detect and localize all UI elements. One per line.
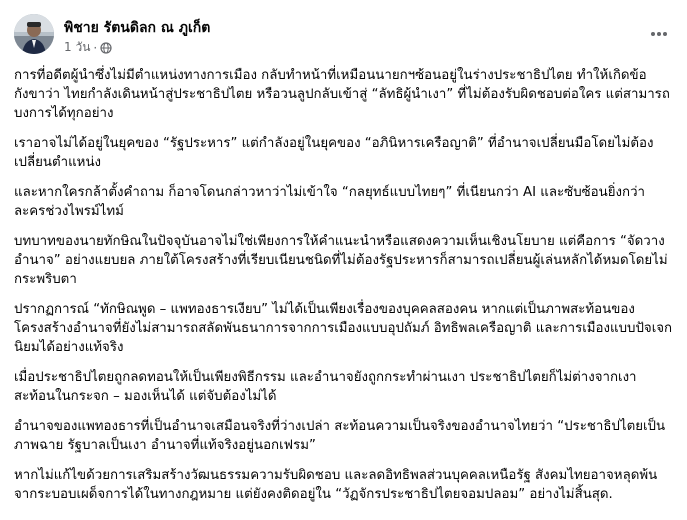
more-options-button[interactable] (645, 20, 673, 48)
post-timestamp[interactable]: 1 วัน (64, 40, 91, 54)
post-paragraph-5: ปรากฏการณ์ “ทักษิณพูด – แพทองธารเงียบ” ไม่ได้เป็นเพียงเรื่องของบุคคลสองคน หากแต่เป็นภาพสะท้อนของโครงสร้างอำนาจที่ยังไม่สามารถสลัดพันธนาการจากการเมืองแบบอุปถัมภ์ อิทธิพลเครือญาติ และการเมืองแบบปัจเจกนิยมได้อย่างแท้จริง (14, 302, 673, 355)
post-meta (64, 38, 112, 57)
post-body (14, 66, 675, 515)
globe-icon[interactable] (100, 42, 112, 54)
author-name[interactable]: พิชาย รัตนดิลก ณ ภูเก็ต (64, 20, 211, 36)
post-paragraph-8: หากไม่แก้ไขด้วยการเสริมสร้างวัฒนธรรมความรับผิดชอบ และลดอิทธิพลส่วนบุคคลเหนือรัฐ สังคมไทยอาจหลุดพ้นจากระบอบเผด็จการได้ในทางกฎหมาย แต่ยังคงติดอยู่ใน “วัฏจักรประชาธิปไตยจอมปลอม” อย่างไม่สิ้นสุด. (14, 468, 658, 502)
author-avatar[interactable] (14, 14, 54, 54)
post-paragraph-4: บทบาทของนายทักษิณในปัจจุบันอาจไม่ใช่เพียงการให้คำแนะนำหรือแสดงความเห็นเชิงนโยบาย แต่คือการ “จัดวางอำนาจ” อย่างแยบยล ภายใต้โครงสร้างที่เรียบเนียนชนิดที่ไม่ต้องรัฐประหารก็สามารถเปลี่ยนผู้เล่นหลักได้หมดโดยไม่กระพริบตา (14, 234, 668, 287)
more-horizontal-icon (650, 31, 668, 37)
post-paragraph-2: เราอาจไม่ได้อยู่ในยุคของ “รัฐประหาร” แต่กำลังอยู่ในยุคของ “อภินิหารเครือญาติ” ที่อำนาจเปลี่ยนมือโดยไม่ต้องเปลี่ยนตำแหน่ง (14, 136, 654, 170)
post-paragraph-1: การที่อดีตผู้นำซึ่งไม่มีตำแหน่งทางการเมือง กลับทำหน้าที่เหมือนนายกฯซ้อนอยู่ในร่างประชาธิปไตย ทำให้เกิดข้อกังขาว่า ไทยกำลังเดินหน้าสู่ประชาธิปไตย หรือวนลูปกลับเข้าสู่ “ลัทธิผู้นำเงา” ที่ไม่ต้องรับผิดชอบต่อใคร แต่สามารถบงการได้ทุกอย่าง (14, 68, 670, 121)
avatar-photo (14, 14, 54, 54)
post-header (14, 14, 673, 58)
post-paragraph-7: อำนาจของแพทองธารที่เป็นอำนาจเสมือนจริงที่ว่างเปล่า สะท้อนความเป็นจริงของอำนาจไทยว่า “ประชาธิปไตยเป็นภาพฉาย รัฐบาลเป็นเงา อำนาจที่แท้จริงอยู่นอกเฟรม” (14, 419, 666, 453)
post-paragraph-6: เมื่อประชาธิปไตยถูกลดทอนให้เป็นเพียงพิธีกรรม และอำนาจยังถูกกระทำผ่านเงา ประชาธิปไตยก็ไม่ต่างจากเงาสะท้อนในกระจก – มองเห็นได้ แต่จับต้องไม่ได้ (14, 370, 637, 404)
meta-separator: · (93, 40, 98, 55)
post-paragraph-3: และหากใครกล้าตั้งคำถาม ก็อาจโดนกล่าวหาว่าไม่เข้าใจ “กลยุทธ์แบบไทยๆ” ที่เนียนกว่า AI และซับซ้อนยิ่งกว่าละครช่วงไพรม์ไทม์ (14, 185, 645, 219)
